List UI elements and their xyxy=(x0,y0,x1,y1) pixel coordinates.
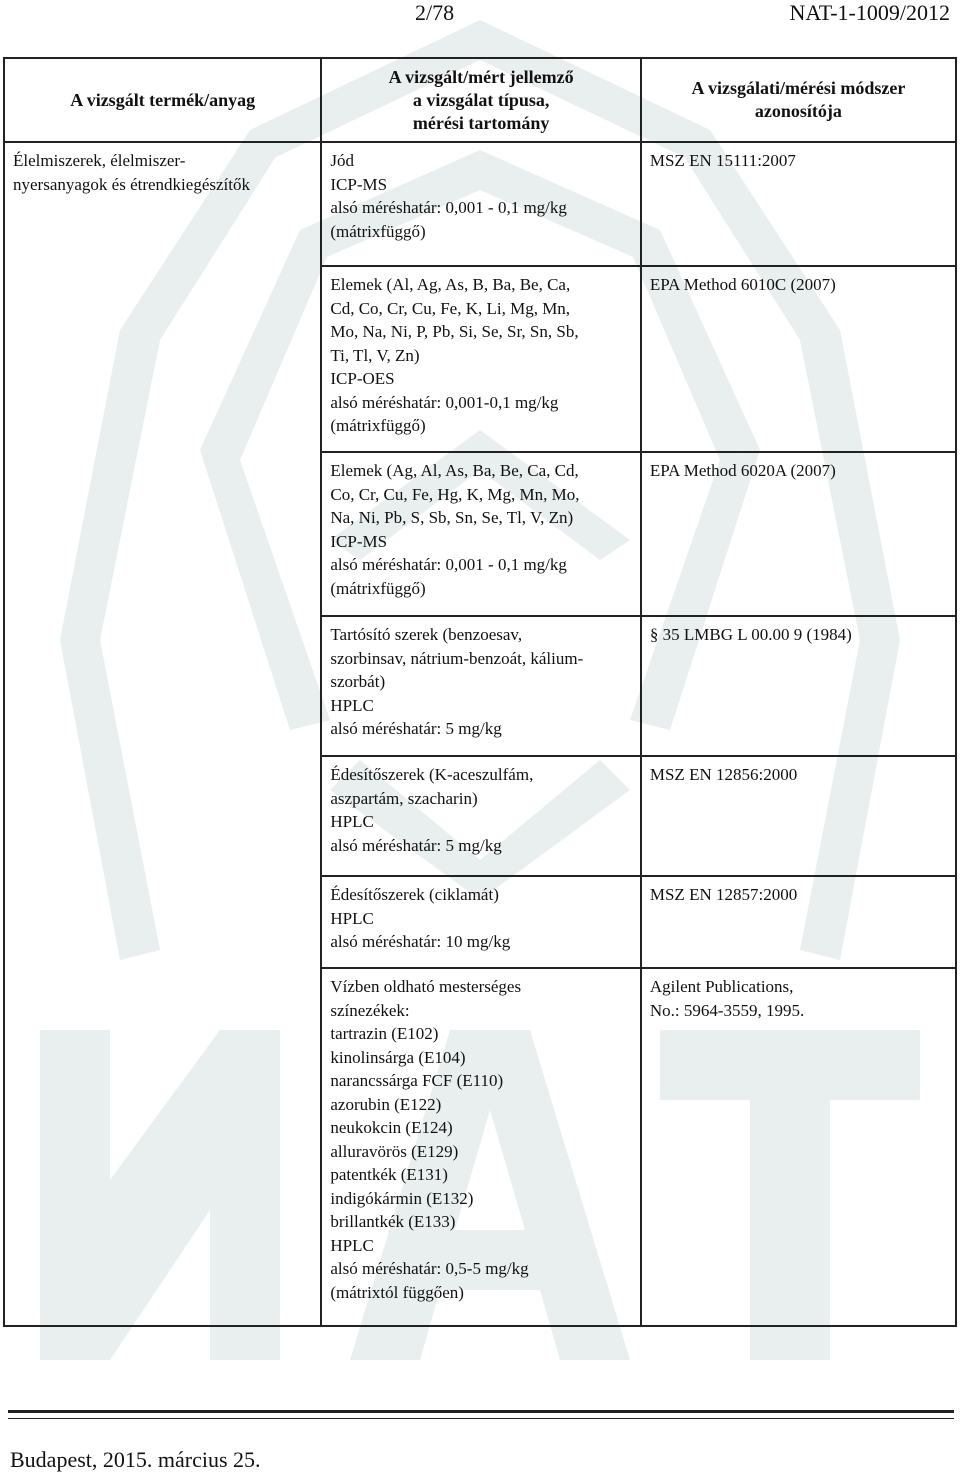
product-cell: Élelmiszerek, élelmiszer- nyersanyagok és étrendkiegészítők xyxy=(4,142,321,1326)
characteristic-cell: Elemek (Ag, Al, As, Ba, Be, Ca, Cd, Co, Cr, Cu, Fe, Hg, K, Mg, Mn, Mo, Na, Ni, Pb, S, Sb, Sn, Se, Tl, V, Zn) ICP-MS alsó méréshatár: 0,001 - 0,1 mg/kg (mátrixfüggő) xyxy=(321,452,641,616)
characteristic-cell: Jód ICP-MS alsó méréshatár: 0,001 - 0,1 mg/kg (mátrixfüggő) xyxy=(321,142,641,266)
method-cell: MSZ EN 15111:2007 xyxy=(641,142,956,266)
characteristic-cell: Elemek (Al, Ag, As, B, Ba, Be, Ca, Cd, Co, Cr, Cu, Fe, K, Li, Mg, Mn, Mo, Na, Ni, P, Pb, Si, Se, Sr, Sn, Sb, Ti, Tl, V, Zn) ICP-OES alsó méréshatár: 0,001-0,1 mg/kg (mátrixfüggő) xyxy=(321,266,641,452)
document-id: NAT-1-1009/2012 xyxy=(789,0,950,25)
footer-thin-line xyxy=(8,1418,954,1419)
characteristic-cell: Vízben oldható mesterséges színezékek: tartrazin (E102) kinolinsárga (E104) narancssárga FCF (E110) azorubin (E122) neukokcin (E124) alluravörös (E129) patentkék (E131) indigókármin (E132) brillantkék (E133) HPLC alsó méréshatár: 0,5-5 mg/kg (mátrixtól függően) xyxy=(321,968,641,1326)
page-header xyxy=(0,0,960,40)
characteristic-cell: Tartósító szerek (benzoesav, szorbinsav, nátrium-benzoát, kálium- szorbát) HPLC alsó méréshatár: 5 mg/kg xyxy=(321,616,641,756)
characteristic-cell: Édesítőszerek (ciklamát) HPLC alsó méréshatár: 10 mg/kg xyxy=(321,876,641,968)
method-cell: § 35 LMBG L 00.00 9 (1984) xyxy=(641,616,956,756)
column-header-method: A vizsgálati/mérési módszer azonosítója xyxy=(641,58,956,142)
footer-thick-line xyxy=(8,1410,954,1413)
method-cell: MSZ EN 12857:2000 xyxy=(641,876,956,968)
table-row xyxy=(4,142,956,266)
method-cell: Agilent Publications, No.: 5964-3559, 1995. xyxy=(641,968,956,1326)
accreditation-table xyxy=(3,57,957,1327)
page-number: 2/78 xyxy=(415,0,455,25)
method-cell: MSZ EN 12856:2000 xyxy=(641,756,956,876)
column-header-product: A vizsgált termék/anyag xyxy=(4,58,321,142)
method-cell: EPA Method 6010C (2007) xyxy=(641,266,956,452)
column-header-characteristic: A vizsgált/mért jellemző a vizsgálat típusa, mérési tartomány xyxy=(321,58,641,142)
footer-date: Budapest, 2015. március 25. xyxy=(10,1447,261,1472)
footer-rule xyxy=(8,1410,954,1419)
characteristic-cell: Édesítőszerek (K-aceszulfám, aszpartám, szacharin) HPLC alsó méréshatár: 5 mg/kg xyxy=(321,756,641,876)
method-cell: EPA Method 6020A (2007) xyxy=(641,452,956,616)
table-header-row xyxy=(4,58,956,142)
